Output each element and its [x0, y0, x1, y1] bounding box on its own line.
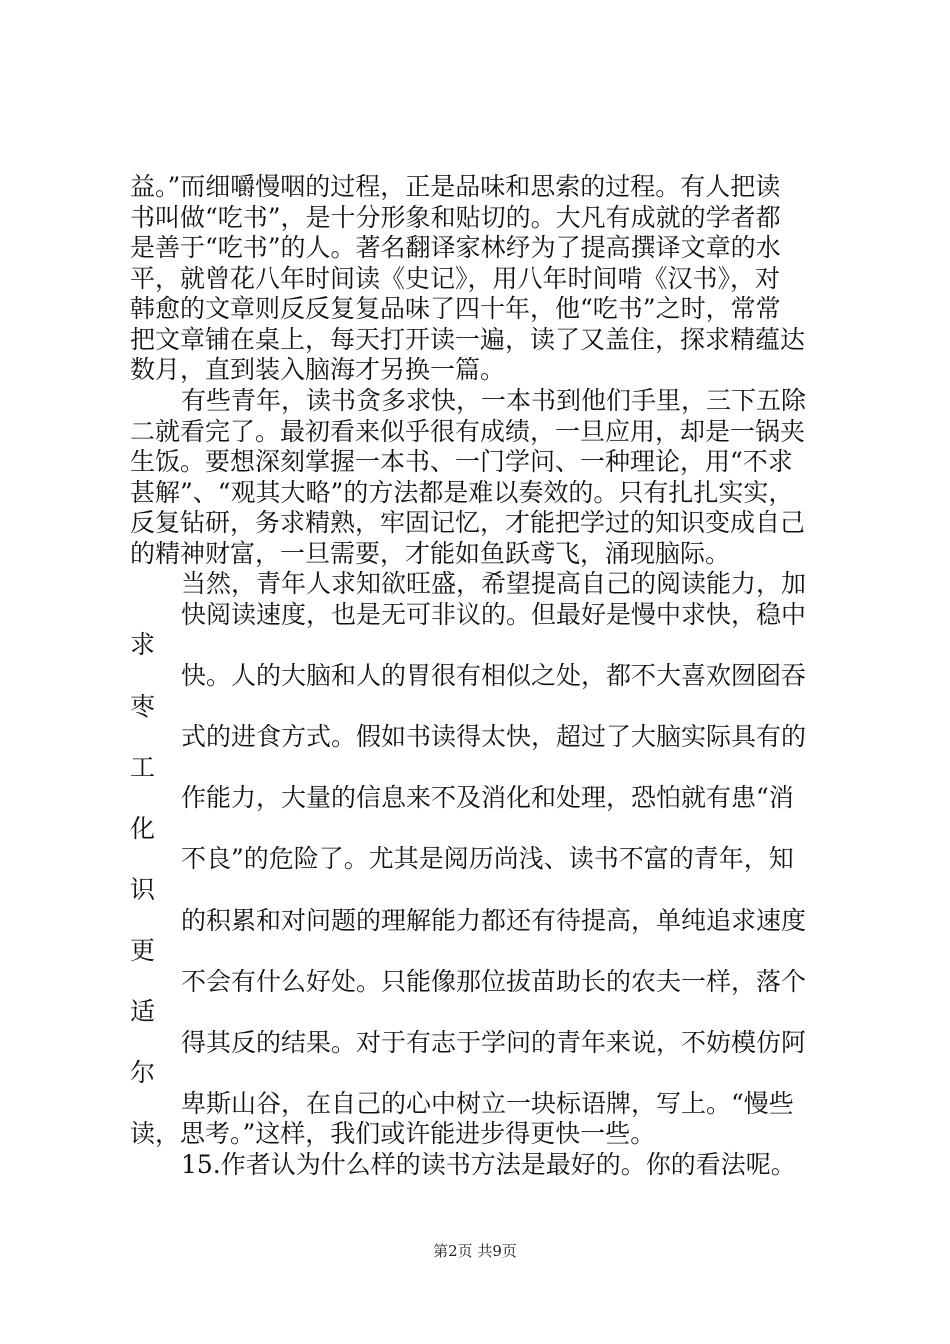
text-line: 求 — [130, 630, 156, 659]
text-line: 化 — [130, 814, 156, 843]
text-line: 书叫做“吃书”，是十分形象和贴切的。大凡有成就的学者都 — [130, 203, 781, 232]
text-line: 识 — [130, 875, 156, 904]
text-line: 快。人的大脑和人的胃很有相似之处，都不大喜欢囫囵吞 — [181, 661, 807, 690]
question-line: 15.作者认为什么样的读书方法是最好的。你的看法呢。 — [181, 1150, 796, 1179]
text-line: 数月，直到装入脑海才另换一篇。 — [130, 355, 506, 384]
text-line: 式的进食方式。假如书读得太快，超过了大脑实际具有的 — [181, 722, 807, 751]
text-line: 更 — [130, 936, 156, 965]
text-line: 益。”而细嚼慢咽的过程，正是品味和思索的过程。有人把读 — [130, 172, 781, 201]
text-line: 反复钻研，务求精熟，牢固记忆，才能把学过的知识变成自己 — [130, 508, 806, 537]
text-line: 卑斯山谷，在自己的心中树立一块标语牌，写上。“慢些 — [181, 1089, 794, 1118]
text-line: 的精神财富，一旦需要，才能如鱼跃鸢飞，涌现脑际。 — [130, 539, 731, 568]
text-line: 平，就曾花八年时间读《史记》，用八年时间啃《汉书》，对 — [130, 264, 781, 293]
text-line: 枣 — [130, 692, 156, 721]
text-line: 得其反的结果。对于有志于学问的青年来说，不妨模仿阿 — [181, 1028, 807, 1057]
text-line: 不良”的危险了。尤其是阅历尚浅、读书不富的青年，知 — [181, 844, 794, 873]
text-line: 尔 — [130, 1058, 156, 1087]
text-line: 不会有什么好处。只能像那位拔苗助长的农夫一样，落个 — [181, 967, 807, 996]
text-line: 二就看完了。最初看来似乎很有成绩，一旦应用，却是一锅夹 — [130, 417, 806, 446]
text-line: 适 — [130, 997, 156, 1026]
text-line: 当然，青年人求知欲旺盛，希望提高自己的阅读能力，加 — [181, 569, 807, 598]
text-line: 韩愈的文章则反反复复品味了四十年，他“吃书”之时，常常 — [130, 294, 781, 323]
text-line: 快阅读速度，也是无可非议的。但最好是慢中求快，稳中 — [181, 600, 807, 629]
text-line: 作能力，大量的信息来不及消化和处理，恐怕就有患“消 — [181, 783, 794, 812]
text-line: 工 — [130, 753, 156, 782]
text-line: 有些青年，读书贪多求快，一本书到他们手里，三下五除 — [181, 386, 807, 415]
text-line: 把文章铺在桌上，每天打开读一遍，读了又盖住，探求精蕴达 — [130, 325, 806, 354]
text-line: 读，思考。”这样，我们或许能进步得更快一些。 — [130, 1119, 656, 1148]
text-line: 是善于“吃书”的人。著名翻译家林纾为了提高撰译文章的水 — [130, 233, 781, 262]
text-line: 甚解”、“观其大略”的方法都是难以奏效的。只有扎扎实实， — [130, 478, 794, 507]
page-footer: 第2页 共9页 — [433, 1242, 517, 1260]
text-line: 生饭。要想深刻掌握一本书、一门学问、一种理论，用“不求 — [130, 447, 793, 476]
text-line: 的积累和对问题的理解能力都还有待提高，单纯追求速度 — [181, 906, 807, 935]
